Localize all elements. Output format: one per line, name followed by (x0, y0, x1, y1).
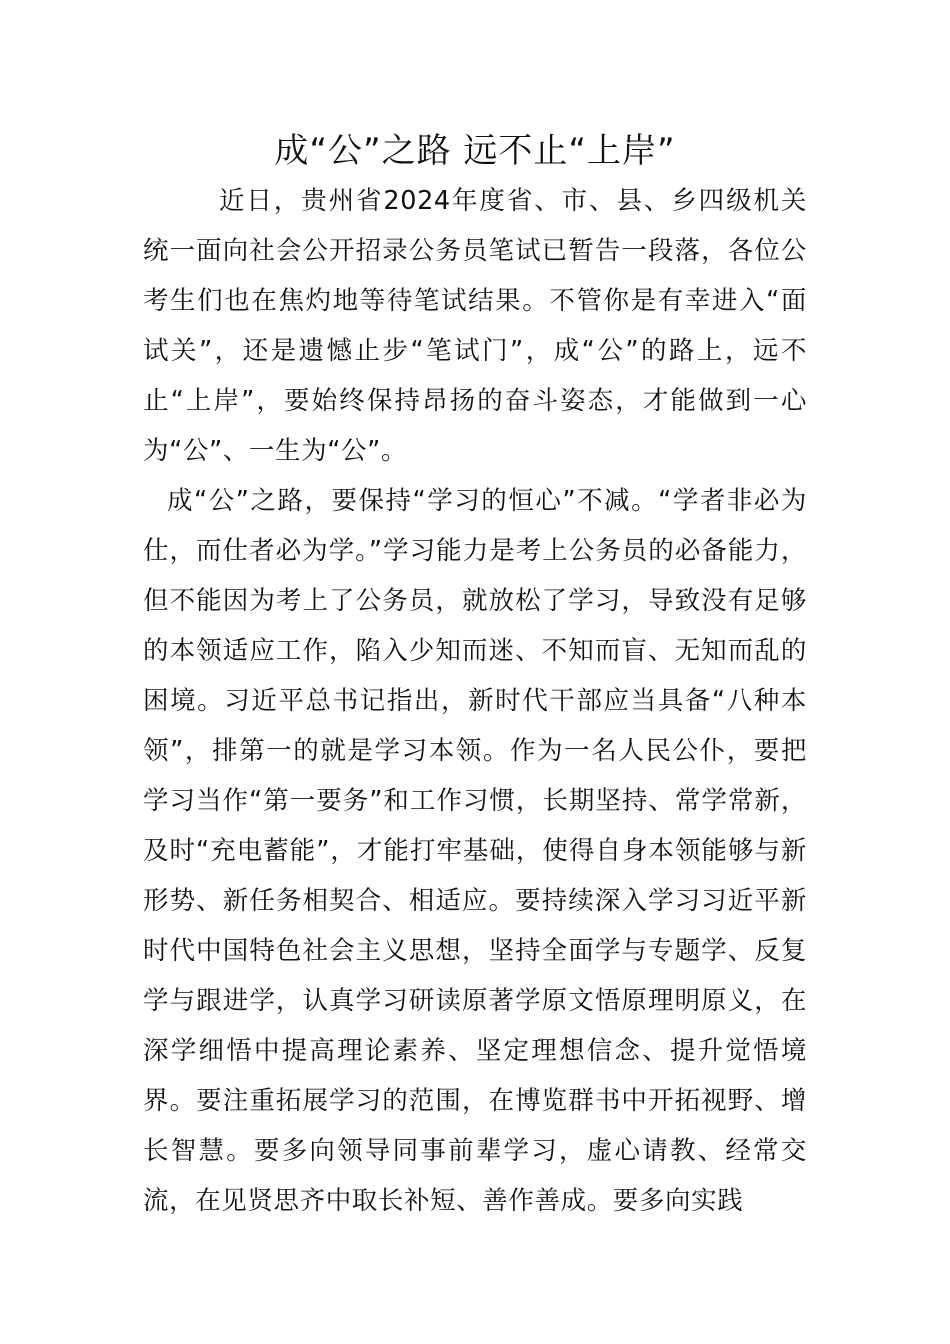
article-body (143, 176, 807, 1226)
paragraph-study: 成“公”之路，要保持“学习的恒心”不减。“学者非必为仕，而仕者必为学。”学习能力是考上公务员的必备能力，但不能因为考上了公务员，就放松了学习，导致没有足够的本领适应工作，陷入少知而迷、不知而盲、无知而乱的困境。习近平总书记指出，新时代干部应当具备“八种本领”，排第一的就是学习本领。作为一名人民公仆，要把学习当作“第一要务”和工作习惯，长期坚持、常学常新，及时“充电蓄能”，才能打牢基础，使得自身本领能够与新形势、新任务相契合、相适应。要持续深入学习习近平新时代中国特色社会主义思想，坚持全面学与专题学、反复学与跟进学，认真学习研读原著学原文悟原理明原义，在深学细悟中提高理论素养、坚定理想信念、提升觉悟境界。要注重拓展学习的范围，在博览群书中开拓视野、增长智慧。要多向领导同事前辈学习，虚心请教、经常交流，在见贤思齐中取长补短、善作善成。要多向实践 (143, 486, 807, 1216)
article-title: 成“公”之路 远不止“上岸” (274, 131, 676, 171)
paragraph-intro: 近日，贵州省2024年度省、市、县、乡四级机关统一面向社会公开招录公务员笔试已暂告一段落，各位公考生们也在焦灼地等待笔试结果。不管你是有幸进入“面试关”，还是遗憾止步“笔试门”，成“公”的路上，远不止“上岸”，要始终保持昂扬的奋斗姿态，才能做到一心为“公”、一生为“公”。 (143, 186, 807, 466)
